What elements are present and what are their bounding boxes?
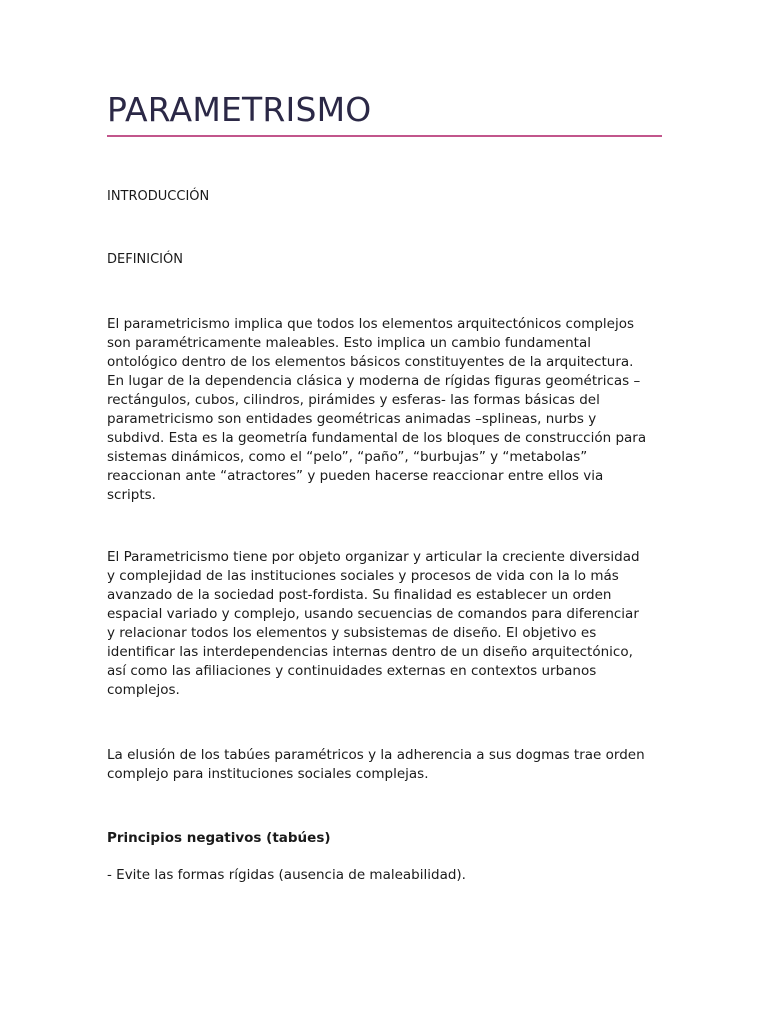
paragraph-line: parametricismo son entidades geométricas animadas –splineas, nurbs y (107, 411, 597, 427)
paragraph-line: identificar las interdependencias internas dentro de un diseño arquitectónico, (107, 644, 633, 660)
paragraph-line: y relacionar todos los elementos y subsistemas de diseño. El objetivo es (107, 625, 597, 641)
section-heading-introduccion: INTRODUCCIÓN (107, 189, 210, 204)
page-title: PARAMETRISMO (107, 90, 372, 129)
list-item: - Evite las formas rígidas (ausencia de maleabilidad). (107, 867, 466, 883)
paragraph-line: y complejidad de las instituciones sociales y procesos de vida con la lo más (107, 568, 619, 584)
paragraph-line: así como las afiliaciones y continuidades externas en contextos urbanos (107, 663, 597, 679)
paragraph-line: La elusión de los tabúes paramétricos y la adherencia a sus dogmas trae orden (107, 747, 645, 763)
paragraph-line: ontológico dentro de los elementos básicos constituyentes de la arquitectura. (107, 354, 634, 370)
section-heading-definicion: DEFINICIÓN (107, 252, 183, 267)
paragraph-line: complejo para instituciones sociales complejas. (107, 766, 429, 782)
paragraph-line: sistemas dinámicos, como el “pelo”, “paño”, “burbujas” y “metabolas” (107, 449, 588, 465)
paragraph-line: subdivd. Esta es la geometría fundamental de los bloques de construcción para (107, 430, 647, 446)
paragraph-line: son paramétricamente maleables. Esto implica un cambio fundamental (107, 335, 591, 351)
paragraph-taboos (107, 746, 667, 784)
paragraph-line: espacial variado y complejo, usando secuencias de comandos para diferenciar (107, 606, 639, 622)
paragraph-definition (107, 315, 667, 505)
title-underline (107, 135, 662, 137)
paragraph-line: En lugar de la dependencia clásica y moderna de rígidas figuras geométricas – (107, 373, 641, 389)
paragraph-line: reaccionan ante “atractores” y pueden hacerse reaccionar entre ellos via (107, 468, 604, 484)
subheading-negative-principles: Principios negativos (tabúes) (107, 830, 331, 846)
paragraph-line: El parametricismo implica que todos los elementos arquitectónicos complejos (107, 316, 635, 332)
paragraph-line: El Parametricismo tiene por objeto organizar y articular la creciente diversidad (107, 549, 640, 565)
paragraph-line: scripts. (107, 487, 156, 503)
paragraph-objective (107, 548, 667, 700)
paragraph-line: avanzado de la sociedad post-fordista. Su finalidad es establecer un orden (107, 587, 612, 603)
paragraph-line: rectángulos, cubos, cilindros, pirámides y esferas- las formas básicas del (107, 392, 600, 408)
paragraph-line: complejos. (107, 682, 180, 698)
